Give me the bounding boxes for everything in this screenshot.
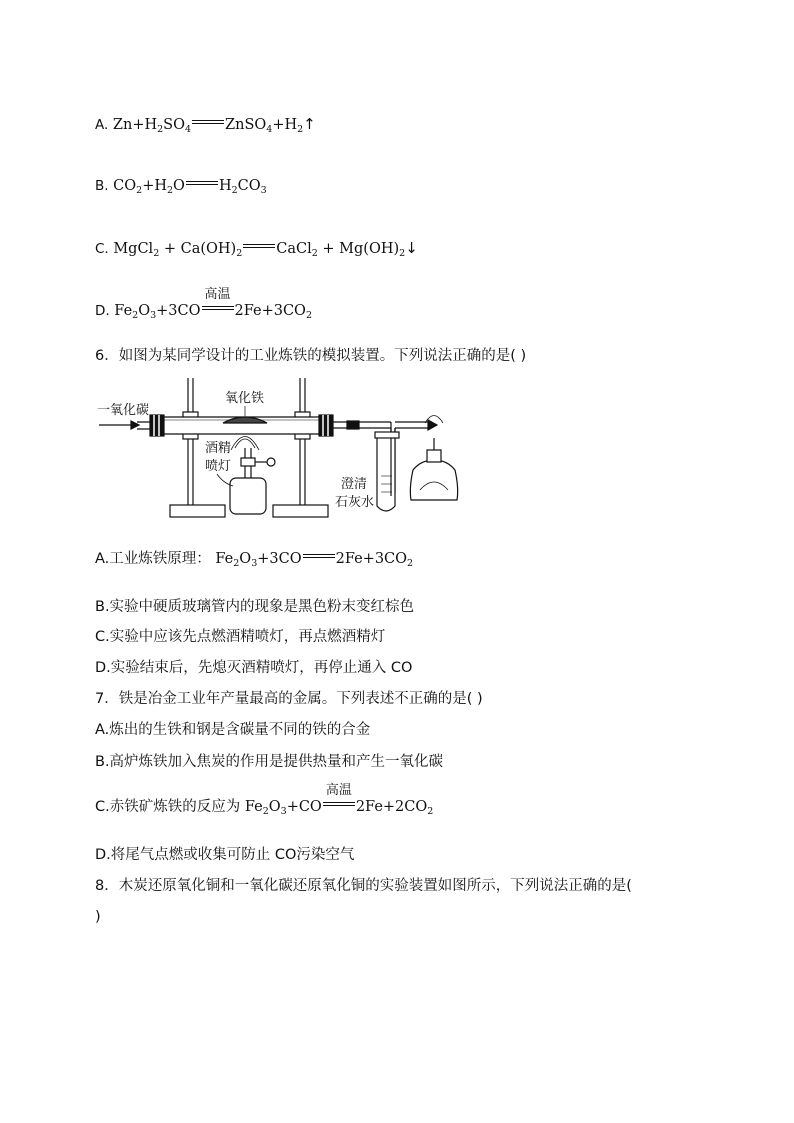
question-6-stem: 6．如图为某同学设计的工业炼铁的模拟装置。下列说法正确的是( ) bbox=[95, 348, 527, 364]
co-label: 一氧化碳 bbox=[97, 403, 150, 418]
equation: MgCl$_2$ + $Ca(OH)_2$ CaCl$_2$ + $Mg(OH)_2↓$ bbox=[113, 239, 418, 259]
equation: $Fe_2O_3+3CO$ $2Fe+3CO_2$ bbox=[215, 551, 414, 569]
equals-sign bbox=[243, 242, 275, 252]
equation: $CO_2+H_2O$ $H_2CO_3$ bbox=[113, 178, 267, 196]
equation: $Fe_2O_3+3CO$ 高温 $2Fe+3CO_2$ bbox=[114, 287, 312, 321]
question-7-stem: 7．铁是冶金工业年产量最高的金属。下列表述不正确的是( ) bbox=[95, 691, 483, 707]
option-c-prev: C. MgCl$_2$ + $Ca(OH)_2$ CaCl$_2$ + $Mg(OH)_2↓$ bbox=[95, 239, 418, 259]
limewater-label-1: 澄清 bbox=[341, 477, 368, 492]
iron-smelting-apparatus-figure bbox=[95, 378, 465, 523]
equals-sign-with-condition bbox=[323, 783, 355, 810]
option-a-prev: A. $Zn+H_2SO_4$ $ZnSO_4+H_2↑$ bbox=[95, 115, 316, 135]
equation: $Fe_2O_3+CO$ 高温 $2Fe+2CO_2$ bbox=[244, 783, 434, 817]
limewater-label-2: 石灰水 bbox=[335, 495, 375, 510]
option-d-prev: D. $Fe_2O_3+3CO$ 高温 $2Fe+3CO_2$ bbox=[95, 287, 312, 321]
equals-sign bbox=[186, 179, 218, 189]
precipitate-arrow-icon: ↓ bbox=[405, 239, 418, 257]
reaction-condition: 高温 bbox=[204, 287, 231, 302]
burner-label-1: 酒精 bbox=[205, 441, 232, 456]
q7-option-a: A.炼出的生铁和钢是含碳量不同的铁的合金 bbox=[95, 722, 371, 738]
q7-option-b: B.高炉炼铁加入焦炭的作用是提供热量和产生一氧化碳 bbox=[95, 754, 444, 770]
equation: $Zn+H_2SO_4$ $ZnSO_4+H_2↑$ bbox=[112, 115, 316, 135]
q6-option-b: B.实验中硬质玻璃管内的现象是黑色粉末变红棕色 bbox=[95, 599, 415, 615]
reaction-condition: 高温 bbox=[325, 783, 352, 798]
question-8-stem-line-2: ) bbox=[95, 909, 101, 925]
equals-sign bbox=[303, 552, 335, 562]
equals-sign bbox=[192, 118, 224, 128]
burner-label-2: 喷灯 bbox=[205, 459, 232, 474]
gas-arrow-icon: ↑ bbox=[303, 115, 316, 133]
q7-option-c: C.赤铁矿炼铁的反应为 $Fe_2O_3+CO$ 高温 $2Fe+2CO_2$ bbox=[95, 783, 434, 817]
q6-option-d: D.实验结束后，先熄灭酒精喷灯，再停止通入 CO bbox=[95, 660, 413, 676]
question-8-stem-line-1: 8．木炭还原氧化铜和一氧化碳还原氧化铜的实验装置如图所示，下列说法正确的是( bbox=[95, 878, 632, 894]
q6-option-a: A.工业炼铁原理： $Fe_2O_3+3CO$ $2Fe+3CO_2$ bbox=[95, 551, 414, 569]
equals-sign-with-condition bbox=[202, 287, 234, 314]
q6-option-c: C.实验中应该先点燃酒精喷灯，再点燃酒精灯 bbox=[95, 629, 386, 645]
q7-option-d: D.将尾气点燃或收集可防止 CO污染空气 bbox=[95, 847, 355, 863]
option-b-prev: B. $CO_2+H_2O$ $H_2CO_3$ bbox=[95, 178, 267, 196]
fe2o3-label: 氧化铁 bbox=[225, 391, 265, 406]
